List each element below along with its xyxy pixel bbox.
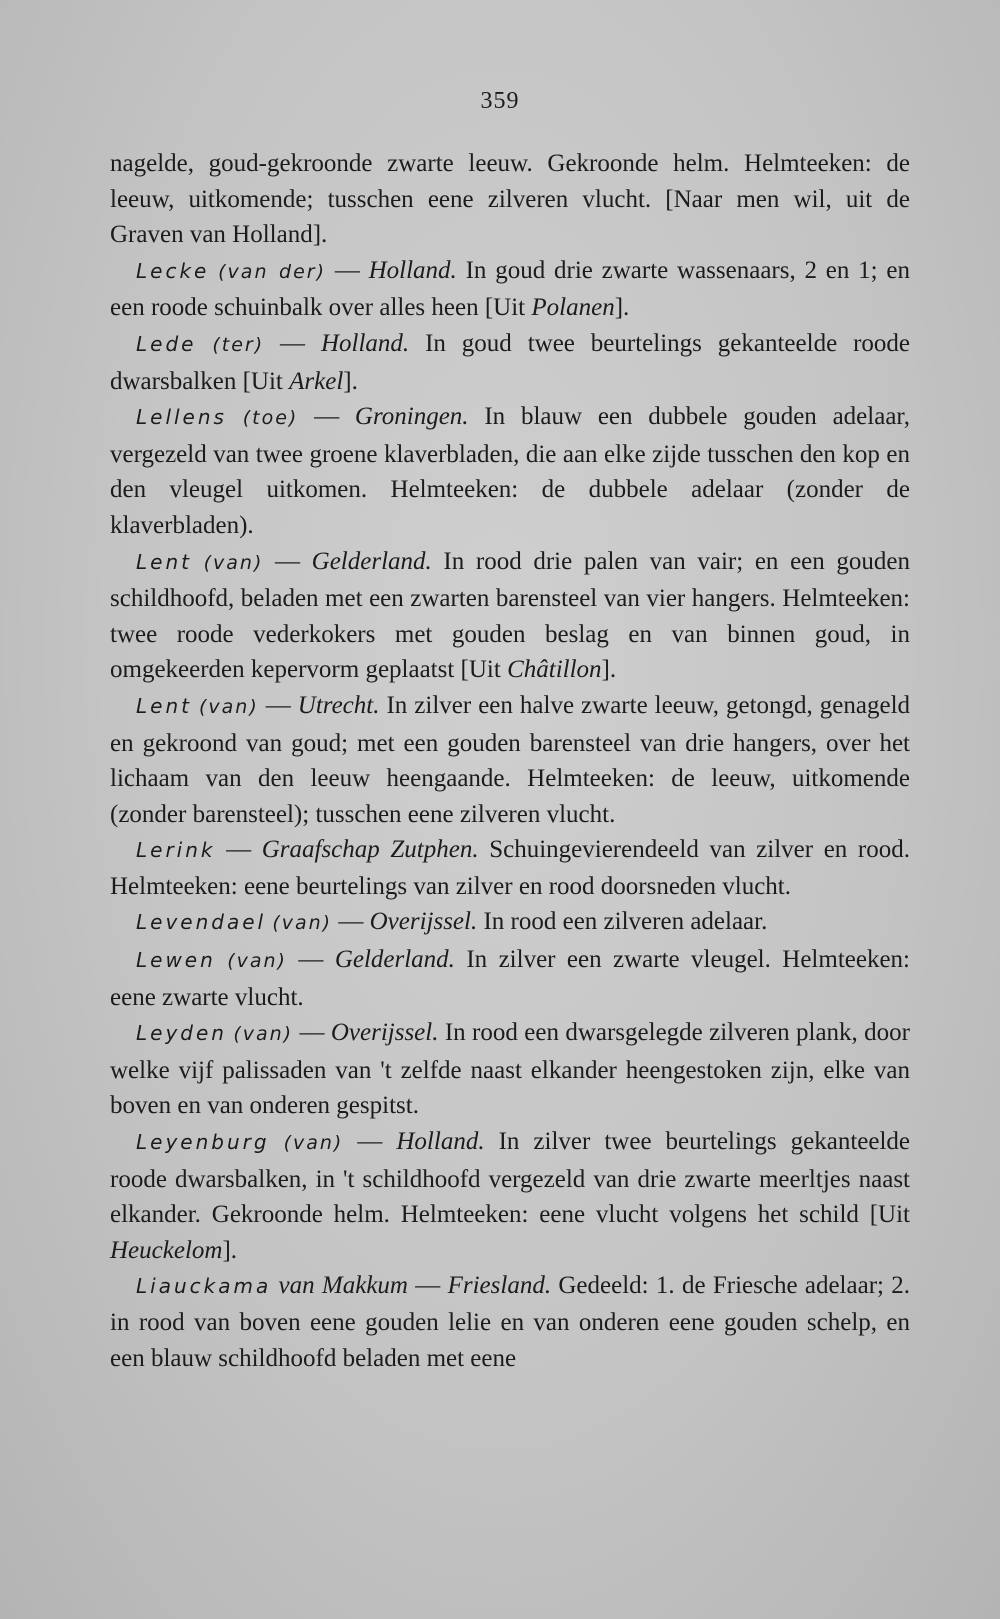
entry-text: In zilver een halve zwarte leeuw, getongd, genageld en gekroond van goud; met een gouden barensteel van drie hangers, over het lichaam van den leeuw heengaande. Helmteeken: de leeuw, uitkomende (zonder barensteel); tusschen eene zilveren vlucht. bbox=[110, 691, 911, 828]
entry-province: Gelderland. bbox=[334, 946, 455, 974]
entry-tail: ]. bbox=[614, 294, 630, 322]
entry-leyden: Leyden (van) — Overijssel. In rood een dwarsgelegde zilveren plank, door welke vijf palissaden van 't zelfde naast elkander heengestoken zijn, elke van boven en van onderen gespitst. bbox=[110, 1019, 911, 1120]
entry-lent-gelderland: Lent (van) — Gelderland. In rood drie palen van vair; en een gouden schildhoofd, beladen met een zwarten barensteel van vier hangers. Helmteeken: twee roode vederkokers met gouden beslag en van binnen goud, in omgekeerden kepervorm geplaatst [Uit Châtillon]. bbox=[110, 547, 910, 684]
page-number: 359 bbox=[480, 88, 520, 114]
intro-paragraph: nagelde, goud-gekroonde zwarte leeuw. Gekroonde helm. Helmteeken: de leeuw, uitkomende; tusschen eene zilveren vlucht. [Naar men wil, uit de Graven van Holland]. bbox=[110, 150, 910, 249]
entry-text: Gedeeld: 1. de Friesche adelaar; 2. in rood van boven eene gouden lelie en van onderen eene gouden schelp, en een blauw schildhoofd beladen met eene bbox=[110, 1272, 911, 1372]
entry-province: Overijssel. bbox=[330, 1019, 439, 1047]
entry-province: Holland. bbox=[368, 256, 457, 284]
entry-province: Holland. bbox=[320, 329, 410, 357]
entry-lewen: Lewen (van) — Gelderland. In zilver een zwarte vleugel. Helmteeken: eene zwarte vlucht. bbox=[110, 946, 911, 1011]
entry-lellens: Lellens (toe) — Groningen. In blauw een dubbele gouden adelaar, vergezeld van twee groene klaverbladen, die aan elke zijde tusschen den kop en den vleugel uitkomen. Helmteeken: de dubbele adelaar (zonder de klaverbladen). bbox=[110, 403, 910, 539]
entry-leyenburg: Leyenburg (van) — Holland. In zilver twee beurtelings gekanteelde roode dwarsbalken, in 't schildhoofd vergezeld van drie zwarte meerltjes naast elkander. Gekroonde helm. Helmteeken: eene vlucht volgens het schild [Uit Heuckelom]. bbox=[110, 1128, 911, 1264]
entry-name: Lewen bbox=[136, 948, 216, 973]
entry-name: Lede bbox=[136, 331, 197, 356]
entry-tail: ]. bbox=[222, 1236, 238, 1264]
entry-text: In goud twee beurtelings gekanteelde roode dwarsbalken [Uit bbox=[110, 329, 910, 395]
entry-province: Gelderland. bbox=[311, 547, 432, 575]
entry-text: In zilver twee beurtelings gekanteelde roode dwarsbalken, in 't schildhoofd vergezeld van drie zwarte meerltjes naast elkander. Gekroonde helm. Helmteeken: eene vlucht volgens het schild [Uit bbox=[110, 1128, 911, 1229]
entry-province: Friesland. bbox=[447, 1272, 552, 1300]
entry-text: In rood een zilveren adelaar. bbox=[477, 908, 768, 936]
entry-name: Lent bbox=[136, 549, 192, 574]
entry-province: Groningen. bbox=[354, 403, 469, 431]
entry-qualifier: (van) bbox=[283, 1132, 344, 1155]
entry-qualifier: (toe) bbox=[242, 407, 299, 430]
entry-qualifier: (van der) bbox=[218, 260, 327, 283]
entry-source: Polanen bbox=[531, 294, 615, 322]
entry-name: Liauckama bbox=[136, 1274, 272, 1299]
entry-province: Overijssel. bbox=[369, 908, 478, 936]
entry-name: Lellens bbox=[136, 405, 227, 430]
entry-qualifier: (van) bbox=[203, 551, 264, 574]
entry-name: Lerink bbox=[136, 838, 216, 863]
entry-lede: Lede (ter) — Holland. In goud twee beurtelings gekanteelde roode dwarsbalken [Uit Arkel]. bbox=[110, 329, 910, 395]
entry-province: Holland. bbox=[396, 1128, 485, 1156]
entry-source: Heuckelom bbox=[110, 1236, 223, 1264]
entry-qualifier: van Makkum bbox=[278, 1272, 408, 1300]
entry-text: In blauw een dubbele gouden adelaar, vergezeld van twee groene klaverbladen, die aan elke zijde tusschen den kop en den vleugel uitkomen. Helmteeken: de dubbele adelaar (zonder de klaverbladen). bbox=[110, 403, 910, 539]
entry-province: Graafschap Zutphen. bbox=[261, 836, 479, 864]
entry-text: Schuingevierendeeld van zilver en rood. Helmteeken: eene beurtelings van zilver en rood doorsneden vlucht. bbox=[110, 836, 910, 900]
entry-tail: ]. bbox=[343, 367, 358, 395]
entry-lent-utrecht: Lent (van) — Utrecht. In zilver een halve zwarte leeuw, getongd, genageld en gekroond van goud; met een gouden barensteel van drie hangers, over het lichaam van den leeuw heengaande. Helmteeken: de leeuw, uitkomende (zonder barensteel); tusschen eene zilveren vlucht. bbox=[110, 691, 911, 828]
entry-source: Arkel bbox=[289, 367, 344, 395]
entry-text: In rood een dwarsgelegde zilveren plank, door welke vijf palissaden van 't zelfde naast elkander heengestoken zijn, elke van boven en van onderen gespitst. bbox=[110, 1019, 911, 1120]
entry-liauckama: Liauckama van Makkum — Friesland. Gedeeld: 1. de Friesche adelaar; 2. in rood van boven eene gouden lelie en van onderen eene gouden schelp, en een blauw schildhoofd beladen met eene bbox=[110, 1272, 911, 1372]
entry-name: Lent bbox=[136, 693, 192, 718]
entry-qualifier: (van) bbox=[198, 695, 259, 718]
entry-name: Leyenburg bbox=[136, 1130, 270, 1155]
entry-lecke: Lecke (van der) — Holland. In goud drie zwarte wassenaars, 2 en 1; en een roode schuinbalk over alles heen [Uit Polanen]. bbox=[110, 256, 911, 322]
entry-qualifier: (van) bbox=[272, 912, 333, 935]
entry-text: In zilver een zwarte vleugel. Helmteeken: eene zwarte vlucht. bbox=[110, 946, 911, 1011]
entry-name: Levendael bbox=[136, 910, 267, 935]
entry-source: Châtillon bbox=[507, 656, 602, 684]
entry-name: Lecke bbox=[136, 258, 210, 283]
entry-text: In goud drie zwarte wassenaars, 2 en 1; en een roode schuinbalk over alles heen [Uit bbox=[110, 256, 911, 322]
entry-levendael: Levendael (van) — Overijssel. In rood een zilveren adelaar. bbox=[136, 908, 768, 936]
entry-lerink: Lerink — Graafschap Zutphen. Schuingevierendeeld van zilver en rood. Helmteeken: eene beurtelings van zilver en rood doorsneden vlucht. bbox=[110, 836, 910, 900]
entry-qualifier: (van) bbox=[233, 1023, 294, 1046]
page-text bbox=[110, 146, 910, 1376]
entry-province: Utrecht. bbox=[297, 691, 380, 719]
entry-text: In rood drie palen van vair; en een gouden schildhoofd, beladen met een zwarten barensteel van vier hangers. Helmteeken: twee roode vederkokers met gouden beslag en van binnen goud, in omgekeerden kepervorm geplaatst [Uit bbox=[110, 547, 910, 684]
entry-name: Leyden bbox=[136, 1021, 227, 1046]
entry-qualifier: (ter) bbox=[212, 333, 265, 356]
entry-tail: ]. bbox=[601, 656, 617, 684]
entry-qualifier: (van) bbox=[227, 950, 287, 973]
